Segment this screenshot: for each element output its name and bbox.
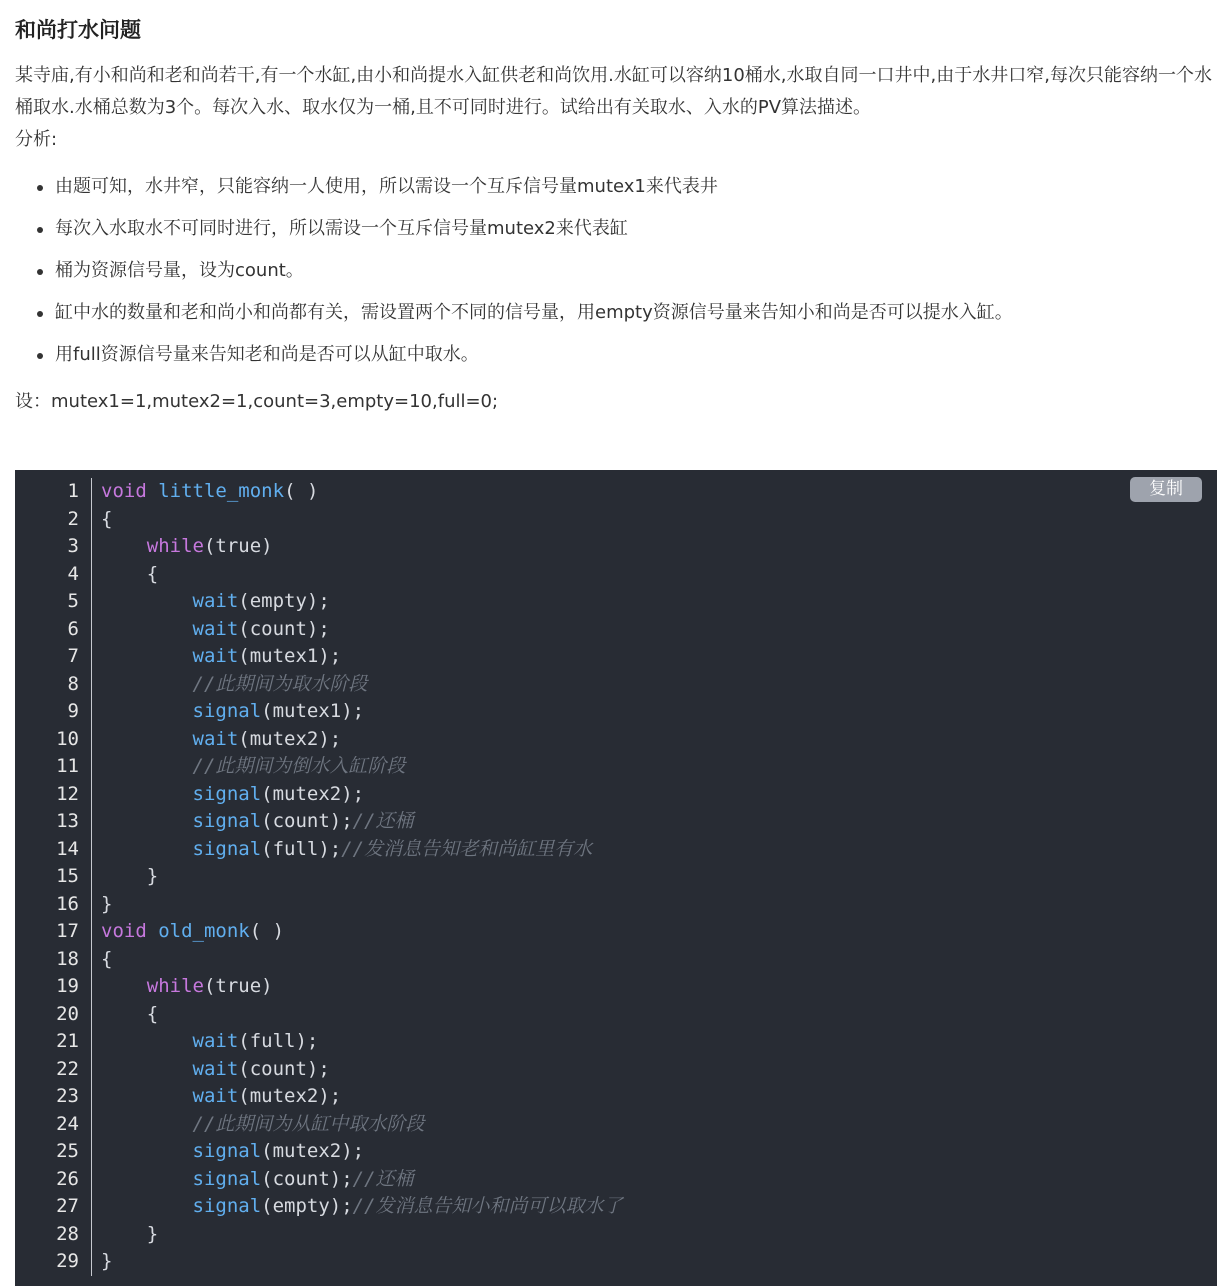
code-function: little_monk <box>158 480 285 502</box>
code-text <box>101 810 193 832</box>
code-comment: //还桶 <box>352 810 414 832</box>
code-text: (mutex2); <box>238 727 342 750</box>
line-number: 25 <box>56 1140 79 1162</box>
code-keyword: void <box>101 480 147 502</box>
code-text <box>101 1030 193 1052</box>
code-text: (count); <box>238 617 330 640</box>
code-line <box>101 781 623 809</box>
code-line <box>101 1138 623 1166</box>
code-text: (full); <box>238 1030 319 1052</box>
code-keyword: while <box>146 975 204 997</box>
code-line <box>101 1166 623 1194</box>
code-text <box>101 673 193 695</box>
line-number: 16 <box>56 892 79 915</box>
line-number: 18 <box>56 947 79 970</box>
article-title: 和尚打水问题 <box>15 18 141 42</box>
code-function: signal <box>192 1195 262 1217</box>
analysis-label: 分析: <box>15 129 58 150</box>
code-line <box>101 671 623 699</box>
code-text: } <box>101 1222 159 1245</box>
line-number: 15 <box>56 865 79 887</box>
problem-description: 某寺庙,有小和尚和老和尚若干,有一个水缸,由小和尚提水入缸供老和尚饮用.水缸可以容纳10桶水,水取自同一口井中,由于水井口窄,每次只能容纳一个水桶取水.水桶总数为3个。每次入水、取水仅为一桶,且不可同时进行。试给出有关取水、入水的PV算法描述。 <box>15 65 1212 118</box>
code-text: ( ) <box>249 920 285 942</box>
line-number: 1 <box>67 480 79 502</box>
line-number: 27 <box>56 1195 79 1217</box>
code-text <box>101 838 193 860</box>
code-text: } <box>101 1250 113 1272</box>
code-function: signal <box>192 1167 262 1190</box>
code-keyword: void <box>101 920 147 942</box>
code-text: (count); <box>261 1167 353 1190</box>
code-block <box>15 470 1217 1286</box>
line-number-gutter <box>15 478 92 1276</box>
code-line <box>101 1248 623 1276</box>
code-function: wait <box>192 617 239 640</box>
code-text <box>101 645 193 667</box>
code-text: (mutex1); <box>261 700 365 722</box>
code-text: } <box>101 865 159 887</box>
line-number: 5 <box>67 590 79 612</box>
line-number: 19 <box>56 975 79 997</box>
code-line <box>101 1111 623 1139</box>
line-number: 21 <box>56 1030 79 1052</box>
code-text: { <box>101 947 113 970</box>
code-lines <box>101 478 623 1276</box>
code-line <box>101 973 623 1001</box>
line-number: 28 <box>56 1222 79 1245</box>
code-line <box>101 863 623 891</box>
line-number: 2 <box>67 507 79 530</box>
code-line <box>101 561 623 589</box>
code-function: signal <box>192 782 262 805</box>
code-comment: //此期间为从缸中取水阶段 <box>192 1112 425 1135</box>
code-text <box>101 1058 193 1080</box>
code-comment: //发消息告知老和尚缸里有水 <box>341 837 593 860</box>
code-text: (mutex2); <box>261 782 365 805</box>
code-function: wait <box>192 1057 239 1080</box>
code-function: signal <box>192 810 262 832</box>
line-number: 24 <box>56 1112 79 1135</box>
code-text: { <box>101 1002 159 1025</box>
line-number: 26 <box>56 1167 79 1190</box>
line-number: 10 <box>56 727 79 750</box>
code-text <box>101 755 193 777</box>
code-text <box>101 975 147 997</box>
code-line <box>101 1056 623 1084</box>
line-number: 3 <box>67 535 79 557</box>
code-line <box>101 753 623 781</box>
code-function: wait <box>192 1030 239 1052</box>
analysis-list <box>15 174 1215 368</box>
code-text <box>101 590 193 612</box>
code-text: (mutex2); <box>238 1085 342 1107</box>
line-number: 4 <box>67 562 79 585</box>
code-line <box>101 616 623 644</box>
line-number: 29 <box>56 1250 79 1272</box>
line-number: 23 <box>56 1085 79 1107</box>
line-number: 9 <box>67 700 79 722</box>
code-function: signal <box>192 837 262 860</box>
code-text <box>147 920 158 942</box>
code-text: ( ) <box>284 480 319 502</box>
code-text: { <box>101 562 159 585</box>
code-line <box>101 808 623 836</box>
code-text <box>101 1085 193 1107</box>
code-line <box>101 506 623 534</box>
code-text: (count); <box>238 1057 330 1080</box>
line-number: 22 <box>56 1057 79 1080</box>
list-item: 由题可知，水井窄，只能容纳一人使用，所以需设一个互斥信号量mutex1来代表井 <box>55 174 1215 200</box>
line-number: 17 <box>56 920 79 942</box>
code-comment: //还桶 <box>352 1167 414 1190</box>
code-text: } <box>101 892 113 915</box>
code-function: wait <box>192 590 239 612</box>
code-line <box>101 1083 623 1111</box>
code-comment: //发消息告知小和尚可以取水了 <box>352 1195 623 1217</box>
code-line <box>101 533 623 561</box>
code-line <box>101 1001 623 1029</box>
code-line <box>101 946 623 974</box>
line-number: 6 <box>67 617 79 640</box>
code-text: (mutex2); <box>261 1140 365 1162</box>
code-text <box>101 783 193 805</box>
code-comment: //此期间为取水阶段 <box>192 672 368 695</box>
list-item: 用full资源信号量来告知老和尚是否可以从缸中取水。 <box>55 342 1215 368</box>
line-number: 14 <box>56 837 79 860</box>
code-function: signal <box>192 1140 262 1162</box>
line-number: 13 <box>56 810 79 832</box>
code-text: (true) <box>203 535 273 557</box>
code-text: { <box>101 507 113 530</box>
line-number: 20 <box>56 1002 79 1025</box>
code-text: (mutex1); <box>238 645 342 667</box>
code-line <box>101 588 623 616</box>
code-function: wait <box>192 1085 239 1107</box>
code-text <box>101 1195 193 1217</box>
code-function: wait <box>192 727 239 750</box>
code-function: old_monk <box>158 920 250 942</box>
code-line <box>101 836 623 864</box>
line-number: 7 <box>67 645 79 667</box>
code-function: wait <box>192 645 239 667</box>
code-comment: //此期间为倒水入缸阶段 <box>192 755 406 777</box>
code-line <box>101 891 623 919</box>
code-line <box>101 478 623 506</box>
article <box>0 0 1215 418</box>
semaphore-setup: 设：mutex1=1,mutex2=1,count=3,empty=10,full=0; <box>15 391 499 412</box>
code-text: (empty); <box>261 1195 353 1217</box>
line-number: 11 <box>56 755 79 777</box>
copy-button[interactable]: 复制 <box>1130 477 1202 502</box>
code-text: (count); <box>261 810 353 832</box>
list-item: 桶为资源信号量，设为count。 <box>55 258 1215 284</box>
code-line <box>101 643 623 671</box>
list-item: 每次入水取水不可同时进行，所以需设一个互斥信号量mutex2来代表缸 <box>55 216 1215 242</box>
code-text <box>147 480 158 502</box>
code-text: (empty); <box>238 590 330 612</box>
code-keyword: while <box>146 535 204 557</box>
code-text <box>101 700 193 722</box>
code-line <box>101 1028 623 1056</box>
code-line <box>101 1193 623 1221</box>
line-number: 12 <box>56 782 79 805</box>
list-item: 缸中水的数量和老和尚小和尚都有关，需设置两个不同的信号量，用empty资源信号量来告知小和尚是否可以提水入缸。 <box>55 300 1215 326</box>
code-line <box>101 918 623 946</box>
code-text <box>101 535 147 557</box>
code-text: (true) <box>203 975 273 997</box>
code-text <box>101 1113 193 1135</box>
code-text <box>101 1140 193 1162</box>
code-text: (full); <box>261 837 342 860</box>
code-function: signal <box>192 700 262 722</box>
code-text <box>101 1168 193 1190</box>
line-number: 8 <box>67 672 79 695</box>
code-line <box>101 726 623 754</box>
code-text <box>101 618 193 640</box>
code-text <box>101 728 193 750</box>
code-line <box>101 698 623 726</box>
code-line <box>101 1221 623 1249</box>
